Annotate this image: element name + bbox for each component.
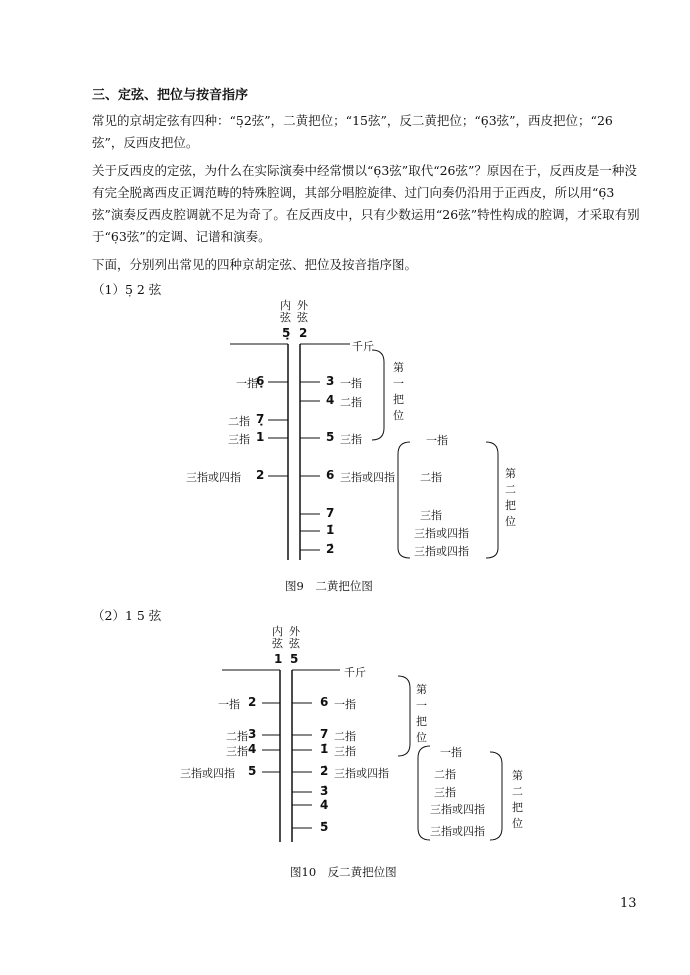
- diagram2-qianjin: 千斤: [344, 666, 366, 679]
- diagram2-right-note-1: 6: [320, 695, 329, 709]
- diagram2-left-note-1: 2: [248, 695, 257, 709]
- diagram1-inner-tuning: 5̣: [282, 326, 291, 340]
- diagram2-outer-label: 外弦: [289, 625, 300, 650]
- diagram1-second-finger-3: 三指: [420, 509, 442, 522]
- section-heading: 三、定弦、把位与按音指序: [92, 88, 249, 103]
- diagram2-right-note-3: 1̇: [320, 742, 329, 756]
- diagram1-left-finger-3: 三指: [228, 433, 250, 446]
- diagram1-position1: 第一把位: [393, 361, 404, 422]
- diagram2-right-finger-4: 三指或四指: [334, 767, 389, 780]
- diagram2-second-finger-4: 三指或四指: [430, 803, 485, 816]
- diagram1-right-note-7: 2̇: [326, 542, 335, 556]
- diagram2-left-note-2: 3: [248, 727, 257, 741]
- diagram1-right-finger-1: 一指: [340, 377, 362, 390]
- diagram1-right-note-5: 7: [326, 506, 335, 520]
- diagram2-left-note-4: 5: [248, 764, 257, 778]
- diagram2-left-finger-2: 二指: [226, 730, 248, 743]
- diagram1-right-note-3: 5: [326, 430, 335, 444]
- diagram1-right-note-1: 3: [326, 374, 335, 388]
- diagram1-left-note-3: 1: [256, 430, 265, 444]
- diagram2-right-note-6: 4̇: [320, 798, 329, 812]
- diagram1-left-finger-4: 三指或四指: [186, 471, 241, 484]
- paragraph-intro-diagrams: 下面，分别列出常见的四种京胡定弦、把位及按音指序图。: [92, 257, 418, 272]
- diagram1-right-finger-2: 二指: [340, 396, 362, 409]
- diagram1-left-note-4: 2: [256, 468, 265, 482]
- diagram1-left-finger-2: 二指: [228, 415, 250, 428]
- diagram2-outer-tuning: 5: [290, 652, 299, 666]
- diagram1-qianjin: 千斤: [352, 340, 374, 353]
- diagram1-right-note-4: 6: [326, 468, 335, 482]
- diagram2-right-note-4: 2̇: [320, 764, 329, 778]
- diagram1-outer-label: 外弦: [297, 299, 308, 324]
- diagram2-second-finger-1: 一指: [440, 746, 462, 759]
- diagram2-inner-tuning: 1: [274, 652, 283, 666]
- diagram2-subheading: （2）1 5 弦: [92, 608, 162, 623]
- paragraph-fanxipi: 关于反西皮的定弦，为什么在实际演奏中经常惯以“6̣3弦”取代“26弦”？原因在于，反西皮是一种没有完全脱离西皮正调范畴的特殊腔调，其部分唱腔旋律、过门向奏仍沿用于正西皮，所以用“6̣3弦”演奏反西皮腔调就不足为奇了。在反西皮中，只有少数运用“26弦”特性构成的腔调，才采取有别于“6̣3弦”的定调、记谱和演奏。: [92, 163, 640, 244]
- diagram1-left-note-1: 6̣: [256, 374, 265, 388]
- diagram2-right-finger-2: 二指: [334, 730, 356, 743]
- diagram1-left-finger-1: 一指: [236, 377, 258, 390]
- diagram2-right-finger-3: 三指: [334, 745, 356, 758]
- diagram2-left-note-3: 4: [248, 742, 257, 756]
- diagram2-right-note-2: 7: [320, 727, 329, 741]
- diagram1-inner-label: 内弦: [280, 299, 291, 324]
- diagram2-left-finger-1: 一指: [218, 698, 240, 711]
- diagram2-inner-label: 内弦: [272, 625, 283, 650]
- diagram1-right-note-6: 1̇: [326, 523, 335, 537]
- diagram1-subheading: （1）5̣ 2 弦: [92, 282, 162, 297]
- diagram1-second-finger-5: 三指或四指: [414, 545, 469, 558]
- diagram2-position1: 第一把位: [416, 683, 427, 744]
- page-number: 13: [620, 896, 637, 911]
- diagram2-second-finger-2: 二指: [434, 768, 456, 781]
- diagram2-right-finger-1: 一指: [334, 698, 356, 711]
- paragraph-tunings: 常见的京胡定弦有四种：“5̣2弦”，二黄把位；“15弦”，反二黄把位；“6̣3弦”，西皮把位；“26弦”，反西皮把位。: [92, 113, 613, 150]
- diagram1-right-finger-3: 三指: [340, 433, 362, 446]
- diagram2-caption: 图10 反二黄把位图: [290, 865, 397, 879]
- diagram2-left-finger-4: 三指或四指: [180, 767, 235, 780]
- diagram2-second-finger-3: 三指: [434, 786, 456, 799]
- diagram1-left-note-2: 7̣: [256, 412, 265, 426]
- diagram2-position2: 第二把位: [512, 769, 523, 830]
- diagram2-right-note-7: 5̇: [320, 820, 329, 834]
- diagram1-right-note-2: 4: [326, 393, 335, 407]
- diagram1-outer-tuning: 2: [299, 326, 308, 340]
- diagram2-second-finger-5: 三指或四指: [430, 825, 485, 838]
- diagram1-second-finger-2: 二指: [420, 471, 442, 484]
- diagram2-left-finger-3: 三指: [226, 745, 248, 758]
- diagram1-second-finger-4: 三指或四指: [414, 527, 469, 540]
- diagram1-position2: 第二把位: [505, 467, 516, 528]
- diagram1-second-finger-1: 一指: [426, 434, 448, 447]
- diagram1-caption: 图9 二黄把位图: [285, 579, 373, 593]
- diagram1-right-finger-4: 三指或四指: [340, 471, 395, 484]
- diagram2-right-note-5: 3̇: [320, 784, 329, 798]
